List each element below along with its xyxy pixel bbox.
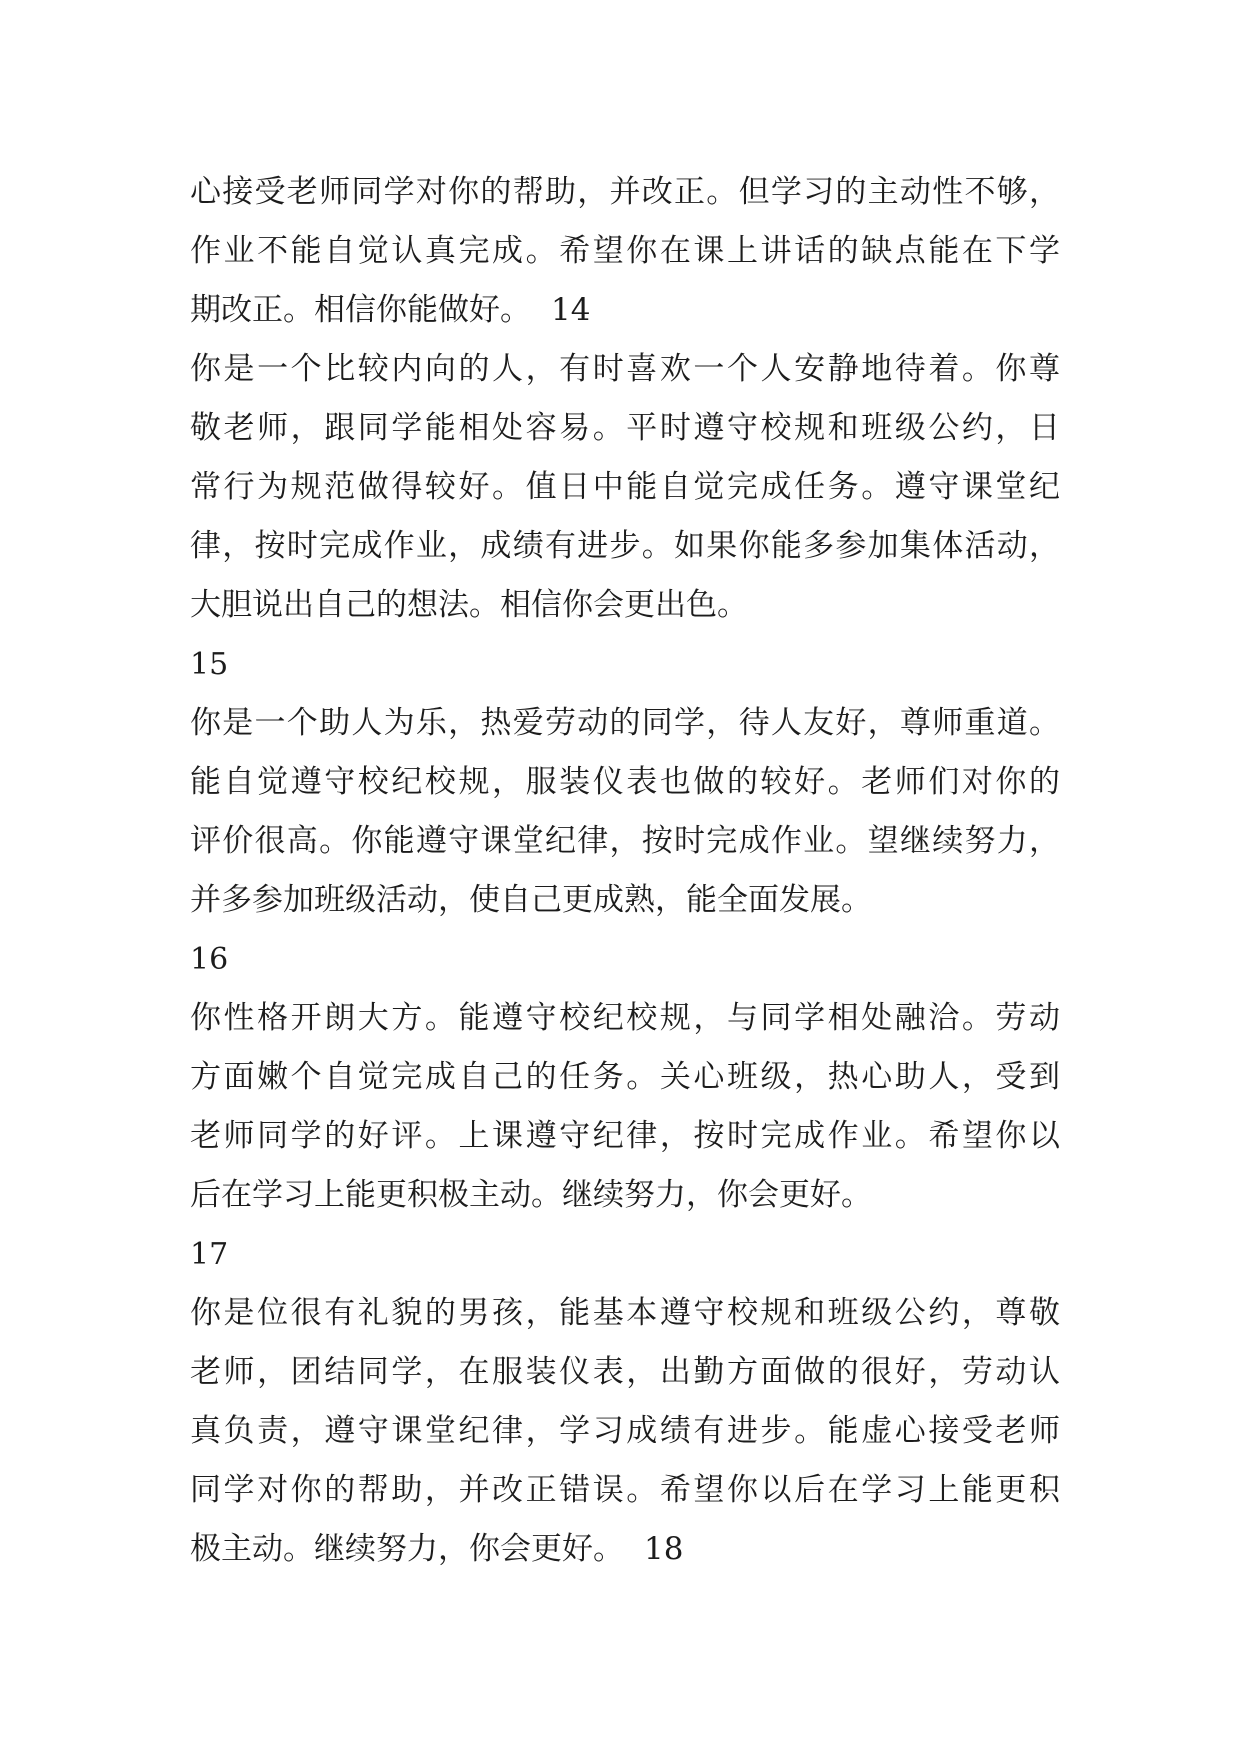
entry-number: 17	[190, 1237, 229, 1272]
comment-paragraph	[190, 989, 1060, 1225]
comment-paragraph	[190, 340, 1060, 635]
text-line: 老师，团结同学，在服装仪表，出勤方面做的很好，劳动认	[190, 1354, 1060, 1390]
text-line: 老师同学的好评。上课遵守纪律，按时完成作业。希望你以	[190, 1118, 1060, 1154]
text-line: 同学对你的帮助，并改正错误。希望你以后在学习上能更积	[190, 1472, 1060, 1508]
comment-paragraph	[190, 1284, 1060, 1579]
text-line-content: 期改正。相信你能做好。	[190, 292, 531, 328]
text-line: 后在学习上能更积极主动。继续努力，你会更好。	[190, 1177, 872, 1213]
entry-number: 15	[190, 647, 229, 682]
text-line: 能自觉遵守校纪校规，服装仪表也做的较好。老师们对你的	[190, 764, 1060, 800]
comment-paragraph	[190, 694, 1060, 930]
text-line: 并多参加班级活动，使自己更成熟，能全面发展。	[190, 882, 872, 918]
text-line: 大胆说出自己的想法。相信你会更出色。	[190, 587, 748, 623]
text-line: 评价很高。你能遵守课堂纪律，按时完成作业。望继续努力，	[190, 823, 1060, 859]
entry-number: 14	[551, 292, 591, 328]
text-line: 常行为规范做得较好。值日中能自觉完成任务。遵守课堂纪	[190, 469, 1060, 505]
text-line: 你是一个比较内向的人，有时喜欢一个人安静地待着。你尊	[190, 351, 1060, 387]
document-body	[190, 163, 1060, 1579]
text-line: 作业不能自觉认真完成。希望你在课上讲话的缺点能在下学	[190, 233, 1060, 269]
text-line: 心接受老师同学对你的帮助，并改正。但学习的主动性不够，	[190, 174, 1060, 210]
entry-number: 16	[190, 942, 229, 977]
text-line: 你是一个助人为乐，热爱劳动的同学，待人友好，尊师重道。	[190, 705, 1060, 741]
text-line: 敬老师，跟同学能相处容易。平时遵守校规和班级公约，日	[190, 410, 1060, 446]
text-line	[190, 281, 1060, 340]
text-line-content: 极主动。继续努力，你会更好。	[190, 1531, 624, 1567]
text-line	[190, 1520, 1060, 1579]
text-line: 你是位很有礼貌的男孩，能基本遵守校规和班级公约，尊敬	[190, 1295, 1060, 1331]
text-line: 律，按时完成作业，成绩有进步。如果你能多参加集体活动，	[190, 528, 1060, 564]
text-line: 真负责，遵守课堂纪律，学习成绩有进步。能虚心接受老师	[190, 1413, 1060, 1449]
text-line: 方面嫩个自觉完成自己的任务。关心班级，热心助人，受到	[190, 1059, 1060, 1095]
comment-paragraph	[190, 163, 1060, 340]
entry-number: 18	[644, 1531, 684, 1567]
text-line: 你性格开朗大方。能遵守校纪校规，与同学相处融洽。劳动	[190, 1000, 1060, 1036]
